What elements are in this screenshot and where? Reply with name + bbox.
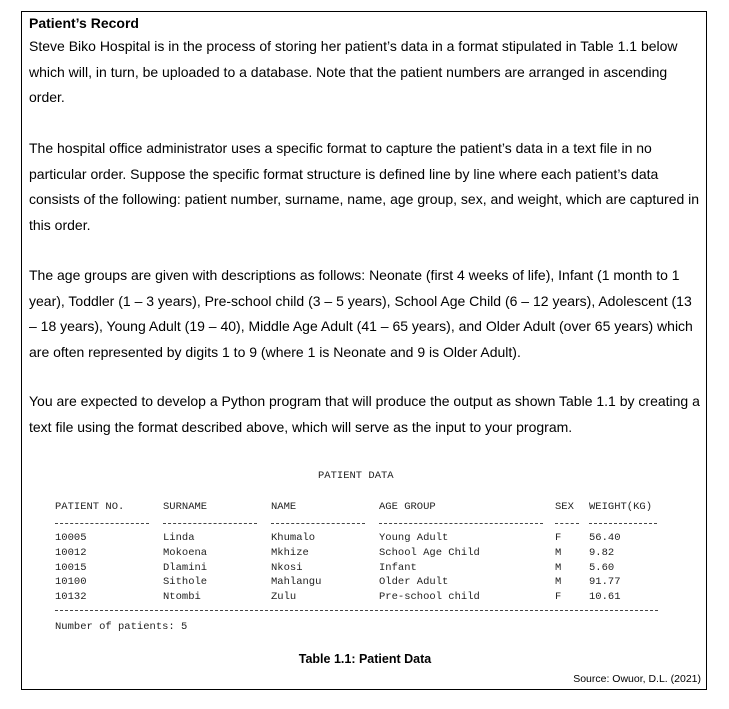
cell-name: Nkosi <box>271 561 303 574</box>
cell-sex: M <box>555 561 562 574</box>
header-underline-3 <box>271 523 365 524</box>
cell-sex: M <box>555 546 562 559</box>
header-name: NAME <box>271 501 297 513</box>
header-sex: SEX <box>555 501 574 513</box>
cell-age-group: School Age Child <box>379 546 480 559</box>
cell-sex: M <box>555 576 562 589</box>
cell-surname: Sithole <box>163 576 208 589</box>
table-caption: Table 1.1: Patient Data <box>298 652 432 666</box>
cell-name: Zulu <box>271 591 297 604</box>
cell-surname: Linda <box>163 532 195 544</box>
header-weight: WEIGHT(KG) <box>589 501 653 513</box>
cell-patient-no: 10012 <box>55 546 87 559</box>
cell-surname: Mokoena <box>163 546 208 559</box>
document-frame <box>21 11 707 690</box>
cell-age-group: Older Adult <box>379 576 449 589</box>
header-underline-4 <box>379 523 543 524</box>
header-surname: SURNAME <box>163 501 208 513</box>
cell-age-group: Pre-school child <box>379 591 480 604</box>
cell-weight: 91.77 <box>589 576 621 589</box>
cell-patient-no: 10100 <box>55 576 87 589</box>
cell-surname: Dlamini <box>163 561 208 574</box>
cell-name: Mkhize <box>271 546 309 559</box>
cell-age-group: Young Adult <box>379 532 449 544</box>
source-citation: Source: Owuor, D.L. (2021) <box>573 673 701 685</box>
cell-sex: F <box>555 591 562 604</box>
header-patient-no: PATIENT NO. <box>55 501 125 513</box>
header-underline-1 <box>55 523 149 524</box>
cell-patient-no: 10005 <box>55 532 87 544</box>
table-bottom-rule <box>55 610 658 611</box>
header-age-group: AGE GROUP <box>379 501 436 513</box>
header-underline-2 <box>163 523 257 524</box>
cell-patient-no: 10132 <box>55 591 87 604</box>
cell-weight: 9.82 <box>589 546 615 559</box>
cell-age-group: Infant <box>379 561 417 574</box>
cell-patient-no: 10015 <box>55 561 87 574</box>
cell-surname: Ntombi <box>163 591 201 604</box>
cell-name: Mahlangu <box>271 576 322 589</box>
cell-weight: 10.61 <box>589 591 621 604</box>
paragraph-2: The hospital office administrator uses a specific format to capture the patient’s data in a text file in no particular order. Suppose the specific format structure is defined line by line where each patient’s data consists of the following: patient number, surname, name, age group, sex, and weight, which are captured in this order. <box>29 140 700 233</box>
patient-count: Number of patients: 5 <box>55 621 188 633</box>
cell-name: Khumalo <box>271 532 316 544</box>
header-underline-6 <box>589 523 657 524</box>
paragraph-3: The age groups are given with descriptions as follows: Neonate (first 4 weeks of life), Infant (1 month to 1 year), Toddler (1 – 3 years), Pre-school child (3 – 5 years), School Age Child (6 – 12 years), Adolescent (13 – 18 years), Young Adult (19 – 40), Middle Age Adult (41 – 65 years), and Older Adult (over 65 years) which are often represented by digits 1 to 9 (where 1 is Neonate and 9 is Older Adult). <box>29 267 693 360</box>
paragraph-1: Steve Biko Hospital is in the process of storing her patient’s data in a format stipulated in Table 1.1 below which will, in turn, be uploaded to a database. Note that the patient numbers are arranged in ascending order. <box>29 38 678 105</box>
cell-weight: 56.40 <box>589 532 621 544</box>
cell-sex: F <box>555 532 562 544</box>
header-underline-5 <box>555 523 579 524</box>
table-title: PATIENT DATA <box>318 470 394 482</box>
section-heading: Patient’s Record <box>29 15 139 31</box>
cell-weight: 5.60 <box>589 561 615 574</box>
paragraph-4: You are expected to develop a Python program that will produce the output as shown Table 1.1 by creating a text file using the format described above, which will serve as the input to your program. <box>29 393 700 435</box>
